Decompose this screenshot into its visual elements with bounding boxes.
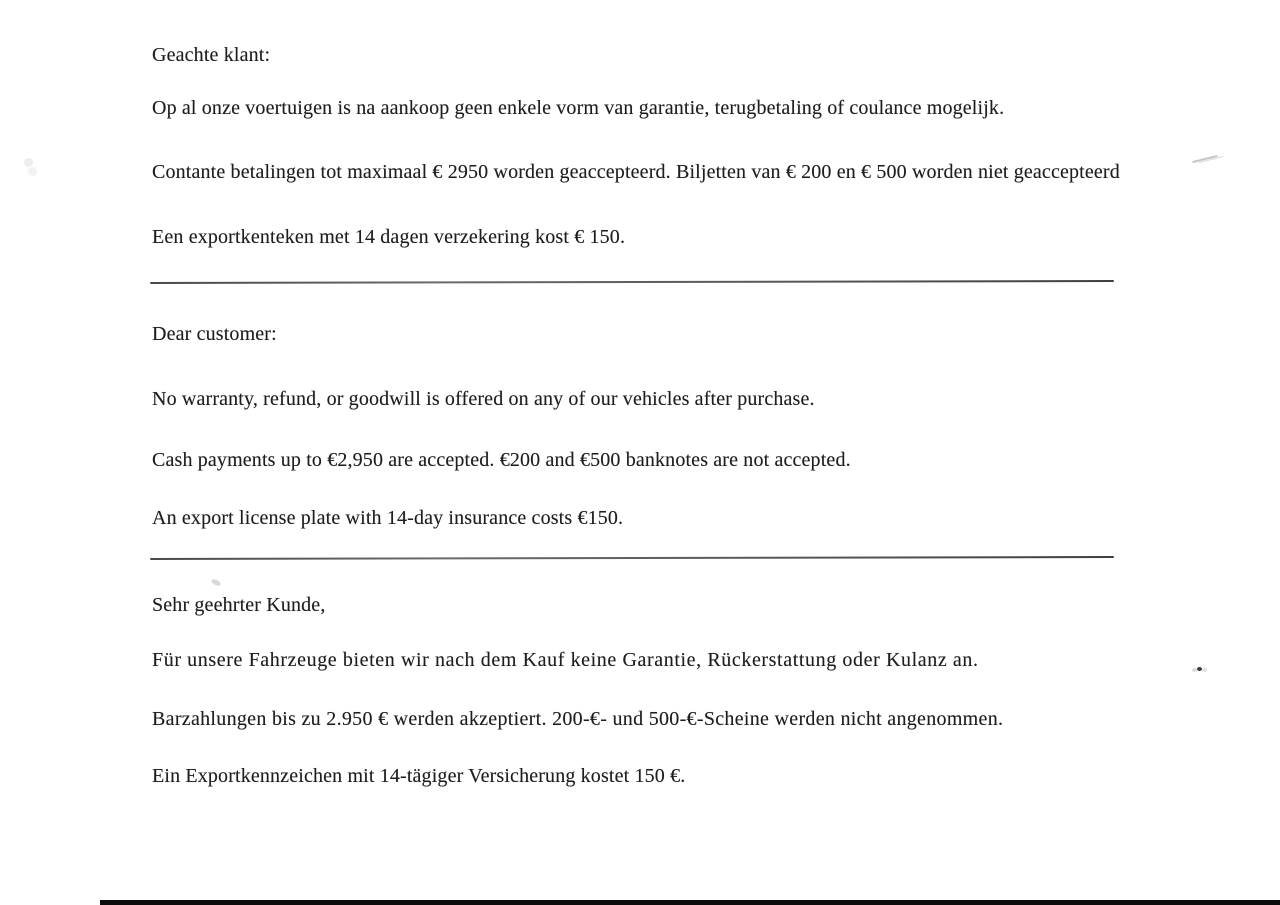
paragraph-dutch-warranty: Op al onze voertuigen is na aankoop geen enkele vorm van garantie, terugbetaling of coulance mogelijk. <box>152 97 1005 119</box>
section-divider-2 <box>150 556 1114 560</box>
greeting-dutch: Geachte klant: <box>152 44 271 66</box>
scan-artifact-squiggle <box>1192 155 1218 163</box>
paragraph-english-cash: Cash payments up to €2,950 are accepted. €200 and €500 banknotes are not accepted. <box>152 449 851 471</box>
greeting-english: Dear customer: <box>152 323 277 345</box>
paragraph-english-warranty: No warranty, refund, or goodwill is offered on any of our vehicles after purchase. <box>152 388 815 410</box>
paragraph-dutch-cash: Contante betalingen tot maximaal € 2950 worden geaccepteerd. Biljetten van € 200 en € 500 worden niet geaccepteerd <box>152 161 1120 183</box>
scan-artifact-smudge <box>210 578 221 587</box>
paragraph-dutch-export-plate: Een exportkenteken met 14 dagen verzekering kost € 150. <box>152 226 626 248</box>
paragraph-english-export-plate: An export license plate with 14-day insurance costs €150. <box>152 507 624 529</box>
paragraph-german-export-plate: Ein Exportkennzeichen mit 14-tägiger Versicherung kostet 150 €. <box>152 765 686 787</box>
greeting-german: Sehr geehrter Kunde, <box>152 594 326 616</box>
paragraph-german-warranty: Für unsere Fahrzeuge bieten wir nach dem Kauf keine Garantie, Rückerstattung oder Kulanz an. <box>152 649 979 671</box>
scan-artifact-speck-left <box>24 158 33 167</box>
scan-edge-artifact <box>100 900 1280 905</box>
paragraph-german-cash: Barzahlungen bis zu 2.950 € werden akzeptiert. 200-€- und 500-€-Scheine werden nicht angenommen. <box>152 708 1004 730</box>
section-divider-1 <box>150 280 1114 284</box>
scan-artifact-speck-right <box>1197 667 1202 671</box>
